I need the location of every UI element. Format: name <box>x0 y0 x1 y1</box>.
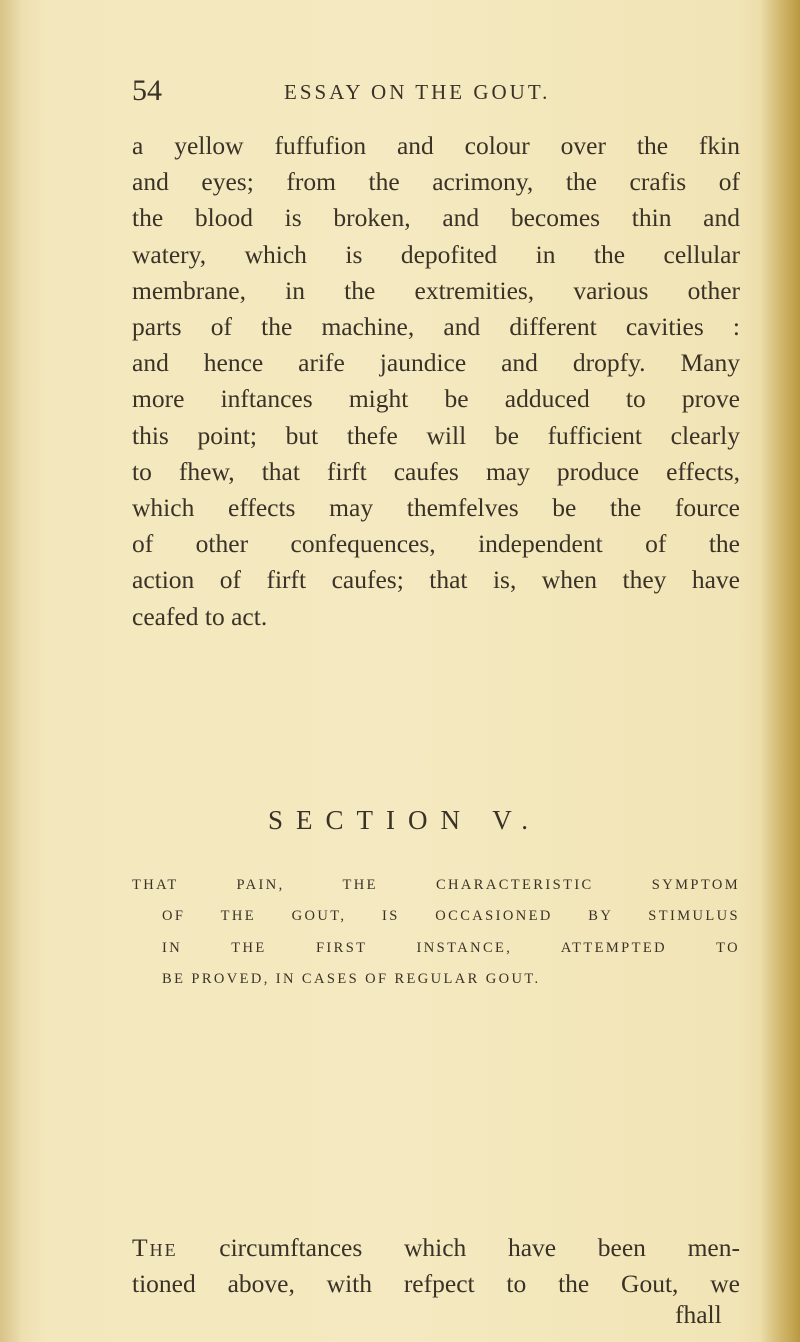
section-subtitle <box>132 870 740 996</box>
subtitle-line: BE PROVED, IN CASES OF REGULAR GOUT. <box>162 971 541 988</box>
text-line: which effects may themfelves be the fource <box>132 493 740 523</box>
line-rest: circumftances which have been men- <box>219 1233 740 1262</box>
text-line: tioned above, with refpect to the Gout, we <box>132 1269 740 1299</box>
text-line: this point; but thefe will be fufficient clearly <box>132 420 740 450</box>
subtitle-line: THAT PAIN, THE CHARACTERISTIC SYMPTOM <box>132 877 740 893</box>
running-head: ESSAY ON THE GOUT. <box>284 80 551 104</box>
page-gutter-shadow <box>0 0 22 1342</box>
text-line: ceafed to act. <box>132 601 268 631</box>
text-line: and eyes; from the acrimony, the crafis of <box>132 167 740 197</box>
page-number: 54 <box>132 74 162 107</box>
text-line: parts of the machine, and different cavities : <box>132 312 740 342</box>
text-line: membrane, in the extremities, various other <box>132 275 740 305</box>
text-line: more inftances might be adduced to prove <box>132 384 740 414</box>
text-line: to fhew, that firft caufes may produce effects, <box>132 456 740 486</box>
text-line: and hence arife jaundice and dropfy. Many <box>132 348 740 378</box>
text-line: of other confequences, independent of the <box>132 529 740 559</box>
text-line: a yellow fuffufion and colour over the fkin <box>132 131 740 160</box>
paragraph-2 <box>132 1230 740 1302</box>
section-heading: SECTION V. <box>268 805 542 835</box>
page-header <box>132 74 732 114</box>
text-line: action of firft caufes; that is, when they have <box>132 565 740 595</box>
text-line: the blood is broken, and becomes thin and <box>132 203 740 233</box>
paragraph-1 <box>132 128 740 635</box>
page-edge-shadow <box>760 0 800 1342</box>
text-line: watery, which is depofited in the cellular <box>132 239 740 269</box>
text-line <box>132 1230 740 1266</box>
first-word: The <box>132 1233 178 1262</box>
subtitle-line: IN THE FIRST INSTANCE, ATTEMPTED TO <box>162 939 740 956</box>
catchword: fhall <box>675 1300 722 1329</box>
subtitle-line: OF THE GOUT, IS OCCASIONED BY STIMULUS <box>162 908 740 925</box>
